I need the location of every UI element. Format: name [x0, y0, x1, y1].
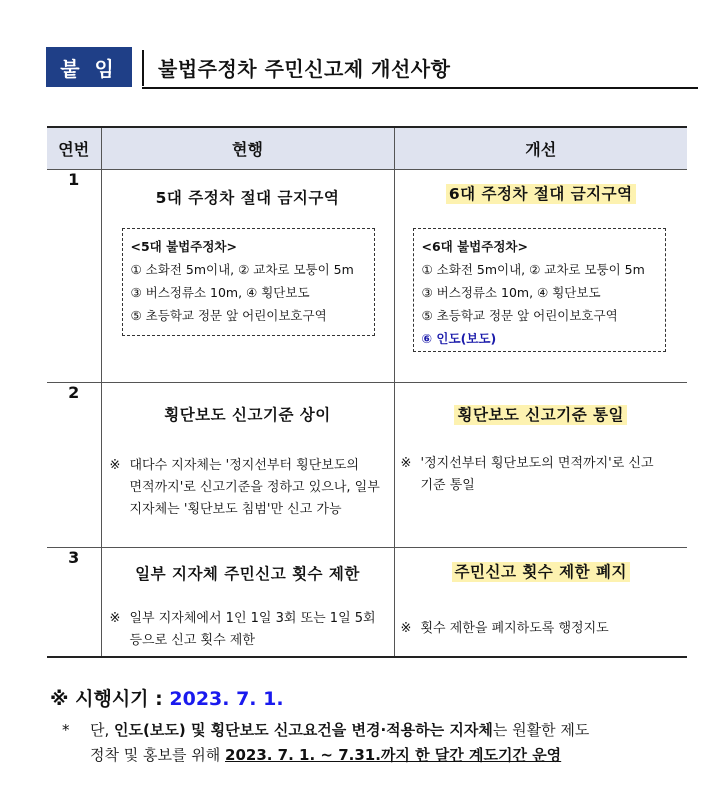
current-cell	[101, 169, 394, 382]
note-line: 지자체는 '횡단보도 침범'만 신고 가능	[129, 501, 342, 517]
row-number: 3	[47, 547, 101, 657]
cell-title-highlight: 6대 주정차 절대 금지구역	[446, 184, 636, 204]
note-mark: ※	[109, 457, 121, 473]
cell-title: 일부 지자체 주민신고 횟수 제한	[135, 564, 360, 583]
column-header-current: 현행	[101, 127, 394, 169]
title-underline	[142, 87, 698, 89]
current-cell	[101, 547, 394, 657]
effective-date-line	[50, 684, 284, 711]
note-mark: ※	[400, 620, 412, 636]
column-header-improved: 개선	[394, 127, 687, 169]
note-text: 정착 및 홍보를 위해	[90, 746, 221, 764]
effective-date-label: 시행시기 :	[75, 688, 163, 710]
zone-list-box	[413, 228, 666, 352]
note-text: 는 원활한 제도	[492, 721, 590, 739]
note-mark: ※	[400, 455, 412, 471]
note-line: 횟수 제한을 폐지하도록 행정지도	[420, 620, 609, 636]
column-header-no: 연번	[47, 127, 101, 169]
zone-list-box	[122, 228, 375, 336]
improved-cell	[394, 382, 687, 547]
table-row	[47, 547, 687, 657]
table-row	[47, 169, 687, 382]
list-item: ① 소화전 5m이내, ② 교차로 모퉁이 5m	[130, 261, 354, 277]
asterisk-mark: *	[62, 721, 70, 739]
row-number: 1	[47, 169, 101, 382]
note	[110, 608, 390, 652]
list-item: ③ 버스정류소 10m, ④ 횡단보도	[130, 284, 310, 300]
cell-title: 5대 주정차 절대 금지구역	[155, 188, 340, 207]
note-text-bold: 인도(보도) 및 횡단보도 신고요건을 변경·적용하는 지자체	[114, 721, 493, 739]
table-header-row	[47, 127, 687, 169]
current-cell	[101, 382, 394, 547]
note	[401, 453, 683, 497]
note-mark: ※	[109, 610, 121, 626]
list-item: ③ 버스정류소 10m, ④ 횡단보도	[421, 284, 601, 300]
attachment-badge: 붙 임	[46, 47, 132, 87]
row-number: 2	[47, 382, 101, 547]
cell-title-highlight: 주민신고 횟수 제한 폐지	[452, 562, 630, 582]
list-item: ⑤ 초등학교 정문 앞 어린이보호구역	[421, 307, 618, 323]
title-divider	[142, 50, 144, 86]
improved-cell	[394, 169, 687, 382]
box-title: <6대 불법주정차>	[421, 238, 528, 254]
table-row	[47, 382, 687, 547]
cell-title-highlight: 횡단보도 신고기준 통일	[454, 405, 627, 425]
note	[401, 618, 683, 640]
grace-period-text: 2023. 7. 1. ~ 7.31.까지 한 달간 계도기간 운영	[225, 746, 562, 764]
note-line: '정지선부터 횡단보도의 면적까지'로 신고	[420, 455, 654, 471]
effective-date: 2023. 7. 1.	[169, 688, 284, 710]
note-line: 대다수 지자체는 '정지선부터 횡단보도의	[129, 457, 359, 473]
list-item: ① 소화전 5m이내, ② 교차로 모퉁이 5m	[421, 261, 645, 277]
note-line: 일부 지자체에서 1인 1일 3회 또는 1일 5회	[129, 610, 376, 626]
note	[110, 455, 390, 521]
note-line: 면적까지'로 신고기준을 정하고 있으나, 일부	[129, 479, 380, 495]
added-list-item: ⑥ 인도(보도)	[421, 330, 497, 346]
list-item: ⑤ 초등학교 정문 앞 어린이보호구역	[130, 307, 327, 323]
document-header	[46, 47, 652, 89]
improved-cell	[394, 547, 687, 657]
improvement-table	[47, 126, 687, 658]
page-title: 불법주정차 주민신고제 개선사항	[158, 57, 451, 81]
reference-mark: ※	[50, 688, 69, 710]
note-line: 등으로 신고 횟수 제한	[129, 632, 255, 648]
grace-period-note	[62, 718, 692, 768]
box-title: <5대 불법주정차>	[130, 238, 237, 254]
cell-title: 횡단보도 신고기준 상이	[164, 405, 331, 424]
note-line: 기준 통일	[420, 477, 475, 493]
note-text: 단,	[90, 721, 110, 739]
